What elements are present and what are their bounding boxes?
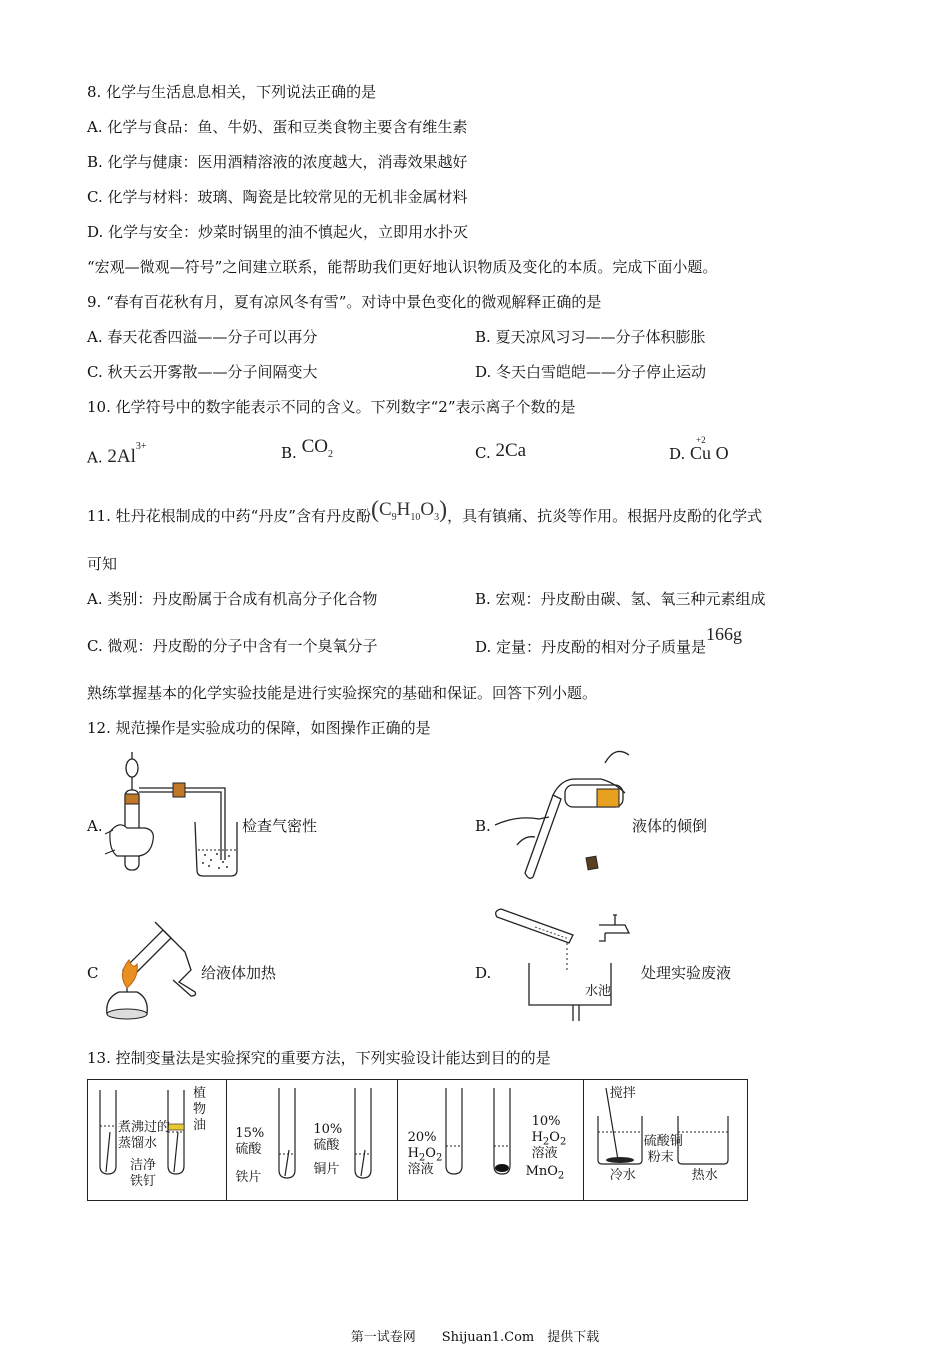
q13-c3-right-pct: 10%: [531, 1114, 561, 1129]
q12-c-caption: 给液体加热: [201, 964, 277, 982]
q8-option-a: A. 化学与食品：鱼、牛奶、蛋和豆类食物主要含有维生素: [87, 118, 468, 136]
q13-c4-hot: 热水: [691, 1168, 718, 1183]
q9-option-b: B. 夏天凉风习习——分子体积膨胀: [475, 328, 706, 346]
q10-c-formula: 2Ca: [495, 440, 527, 461]
q10-option-d: [669, 435, 729, 464]
q9-stem: 9. “春有百花秋有月，夏有凉风冬有雪”。对诗中景色变化的微观解释正确的是: [87, 293, 602, 311]
q8-option-b: B. 化学与健康：医用酒精溶液的浓度越大，消毒效果越好: [87, 153, 468, 171]
q13-c3-right-sol: 溶液: [531, 1146, 558, 1161]
q13-c2-left-pct: 15%: [235, 1126, 265, 1141]
q10-d-label: D.: [669, 445, 686, 463]
q13-c3-left-formula: $H_2O_2$: [407, 1146, 443, 1164]
q10-stem: 10. 化学符号中的数字能表示不同的含义。下列数字“2”表示离子个数的是: [87, 398, 576, 416]
q10-option-c: [475, 440, 527, 463]
q13-c1-oil2: 物: [193, 1102, 207, 1117]
q13-cell-1: [88, 1080, 227, 1201]
q13-c4-powder1: 硫酸铜: [643, 1134, 683, 1149]
q8-stem: 8. 化学与生活息息相关，下列说法正确的是: [87, 83, 377, 101]
q8-option-c: C. 化学与材料：玻璃、陶瓷是比较常见的无机非金属材料: [87, 188, 468, 206]
q13-c4-cold: 冷水: [609, 1168, 636, 1183]
q13-c2-right-metal: 铜片: [313, 1162, 340, 1177]
q12-d-diagram: [495, 905, 645, 1025]
q13-c2-right-acid: 硫酸: [313, 1138, 340, 1153]
q12-c-diagram: [103, 918, 203, 1023]
q9-option-a: A. 春天花香四溢——分子可以再分: [87, 328, 318, 346]
q11-option-c: C. 微观：丹皮酚的分子中含有一个臭氧分子: [87, 637, 378, 655]
page-footer: 第一试卷网 Shijuan1.Com 提供下载: [350, 1330, 600, 1345]
q13-c1-oil3: 油: [193, 1118, 207, 1133]
q13-experiment-table: [87, 1079, 748, 1201]
q13-c2-left-acid: 硫酸: [235, 1142, 262, 1157]
q12-b-caption: 液体的倾倒: [632, 817, 708, 835]
q13-c1-nail2: 铁钉: [130, 1174, 157, 1189]
q13-c4-powder2: 粉末: [647, 1150, 674, 1165]
q13-c1-water: 煮沸过的: [118, 1120, 171, 1135]
q10-b-formula: $CO_2$: [301, 436, 333, 460]
q12-c-label: C: [87, 964, 99, 982]
q11-formula: $(C_9H_{10}O_3)$: [370, 497, 448, 523]
q11-d-value: 166g: [706, 624, 743, 644]
q12-stem: 12. 规范操作是实验成功的保障，如图操作正确的是: [87, 719, 431, 737]
q9-option-d: D. 冬天白雪皑皑——分子停止运动: [475, 363, 707, 381]
q11-stem-cont: 可知: [87, 555, 118, 573]
q13-c3-mno2: MnO$_2$: [525, 1164, 565, 1182]
q12-a-label: A.: [87, 817, 103, 835]
q12-a-diagram: [105, 750, 245, 885]
q11-option-b: B. 宏观：丹皮酚由碳、氢、氧三种元素组成: [475, 590, 766, 608]
q10-b-label: B.: [281, 444, 297, 462]
q13-c3-left-pct: 20%: [407, 1130, 437, 1145]
q13-c4-stir: 搅拌: [609, 1086, 636, 1101]
q10-a-label: A.: [87, 448, 103, 467]
q13-c1-nail: 洁净: [130, 1158, 157, 1173]
q13-cell-2: [227, 1080, 397, 1201]
q8-option-d: D. 化学与安全：炒菜时锅里的油不慎起火，立即用水扑灭: [87, 223, 469, 241]
q10-a-formula: $2Al^{3+}$: [107, 441, 147, 468]
q13-c1-water2: 蒸馏水: [118, 1136, 158, 1151]
q13-c2-left-metal: 铁片: [235, 1170, 262, 1185]
q12-b-label: B.: [475, 817, 491, 835]
q9-option-c: C. 秋天云开雾散——分子间隔变大: [87, 363, 318, 381]
q13-c2-right-pct: 10%: [313, 1122, 343, 1137]
q13-cell-4: [583, 1080, 747, 1201]
q13-c1-oil1: 植: [193, 1086, 207, 1101]
q10-c-label: C.: [475, 444, 491, 462]
section-intro-2: 熟练掌握基本的化学实验技能是进行实验探究的基础和保证。回答下列小题。: [87, 684, 598, 702]
q11-stem: 11. 牡丹花根制成的中药“丹皮”含有丹皮酚$(C_9H_{10}O_3)$，具有镇痛、抗炎等作用。根据丹皮酚的化学式: [87, 497, 763, 525]
q12-d-label: D.: [475, 964, 492, 982]
q12-d-caption: 处理实验废液: [641, 964, 732, 982]
q10-d-formula: +2 Cu O: [690, 435, 729, 463]
q12-d-sink-label: 水池: [585, 984, 612, 999]
q10-option-a: [87, 443, 147, 467]
q13-cell1-tubes: [88, 1080, 227, 1202]
q11-option-a: A. 类别：丹皮酚属于合成有机高分子化合物: [87, 590, 378, 608]
q12-a-caption: 检查气密性: [242, 817, 318, 835]
section-intro-1: “宏观—微观—符号”之间建立联系，能帮助我们更好地认识物质及变化的本质。完成下面小题。: [87, 258, 718, 276]
q13-cell-3: [397, 1080, 583, 1201]
q12-b-diagram: [495, 735, 635, 880]
q11-option-d: D. 定量：丹皮酚的相对分子质量是166g: [475, 624, 743, 656]
q13-c3-left-sol: 溶液: [407, 1162, 434, 1177]
q10-option-b: [281, 436, 333, 471]
q13-c3-right-formula: $H_2O_2$: [531, 1130, 567, 1148]
q13-stem: 13. 控制变量法是实验探究的重要方法，下列实验设计能达到目的的是: [87, 1049, 551, 1067]
